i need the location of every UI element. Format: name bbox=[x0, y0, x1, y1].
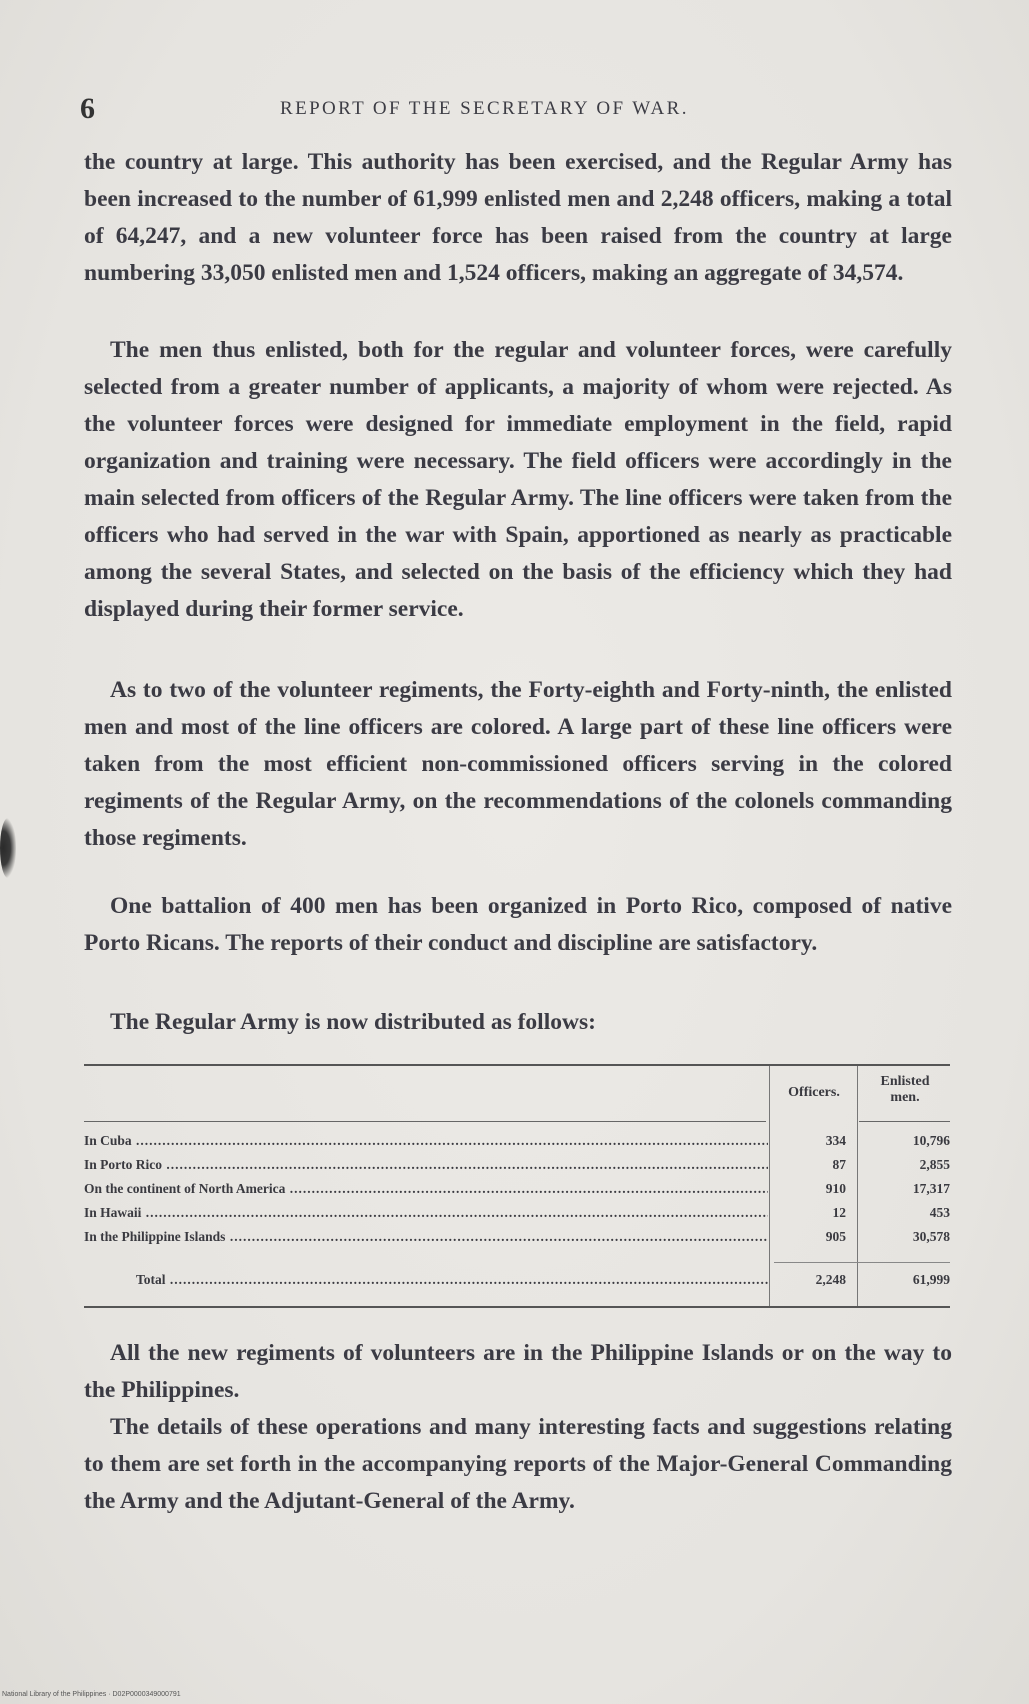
row-label: In Hawaii ..... bbox=[84, 1205, 768, 1221]
table-top-rule bbox=[84, 1064, 950, 1066]
paragraph-7: The details of these operations and many interesting facts and suggestions relating to them are set forth in the accompanying reports of the Major-General Commanding the Army and the Adjutant-General of the Army. bbox=[84, 1414, 952, 1514]
table-total-rule bbox=[774, 1262, 950, 1263]
row-officers: 905 bbox=[825, 1229, 846, 1244]
table-row bbox=[84, 1157, 950, 1179]
paragraph-3: As to two of the volunteer regiments, the Forty-eighth and Forty-ninth, the enlisted men and most of the line officers are colored. A large part of these line officers were taken from the most efficient non-commissioned officers serving in the colored regiments of the Regular Army, on the recommendations of the colonels commanding those regiments. bbox=[84, 677, 952, 851]
row-label: In Porto Rico ..... bbox=[84, 1157, 768, 1173]
row-enlisted: 30,578 bbox=[912, 1229, 950, 1244]
paragraph-4: One battalion of 400 men has been organized in Porto Rico, composed of native Porto Ricans. The reports of their conduct and discipline are satisfactory. bbox=[84, 893, 952, 956]
row-label: In Cuba ..... bbox=[84, 1133, 768, 1149]
table-row bbox=[84, 1229, 950, 1251]
page-blemish bbox=[0, 818, 16, 878]
paragraph-2: The men thus enlisted, both for the regular and volunteer forces, were carefully selected from a greater number of applicants, a majority of whom were rejected. As the volunteer forces were designed for immediate employment in the field, rapid organization and training were necessary. The field officers were accordingly in the main selected from officers of the Regular Army. The line officers were taken from the officers who had served in the war with Spain, apportioned as nearly as practicable among the several States, and selected on the basis of the efficiency which they had displayed during their former service. bbox=[84, 337, 952, 622]
header-enlisted-line1: Enlisted bbox=[880, 1074, 930, 1089]
paragraph-6: All the new regiments of volunteers are in the Philippine Islands or on the way to the Philippines. bbox=[84, 1340, 952, 1403]
row-enlisted: 17,317 bbox=[912, 1181, 950, 1196]
running-head: REPORT OF THE SECRETARY OF WAR. bbox=[280, 98, 689, 119]
table-header-rule bbox=[84, 1121, 766, 1122]
row-officers: 334 bbox=[825, 1133, 846, 1148]
row-enlisted: 453 bbox=[929, 1205, 950, 1220]
row-enlisted: 2,855 bbox=[919, 1157, 950, 1172]
total-officers: 2,248 bbox=[815, 1272, 846, 1287]
scan-attribution: National Library of the Philippines · D02P0000349000791 bbox=[2, 1691, 181, 1698]
table-bottom-rule bbox=[84, 1306, 950, 1308]
table-row bbox=[84, 1181, 950, 1203]
page-number: 6 bbox=[80, 92, 95, 125]
total-label: Total ..... bbox=[136, 1272, 768, 1288]
row-enlisted: 10,796 bbox=[912, 1133, 950, 1148]
header-officers: Officers. bbox=[788, 1085, 840, 1100]
row-officers: 12 bbox=[832, 1205, 846, 1220]
header-enlisted-line2: men. bbox=[890, 1090, 920, 1105]
army-distribution-table bbox=[84, 1062, 952, 1312]
table-header-rule bbox=[859, 1121, 950, 1122]
paragraph-1: the country at large. This authority has been exercised, and the Regular Army has been increased to the number of 61,999 enlisted men and 2,248 officers, making a total of 64,247, and a new volunteer force has been raised from the country at large numbering 33,050 enlisted men and 1,524 officers, making an aggregate of 34,574. bbox=[84, 149, 952, 286]
paragraph-5: The Regular Army is now distributed as follows: bbox=[110, 1009, 596, 1035]
row-officers: 910 bbox=[825, 1181, 846, 1196]
page-header bbox=[80, 92, 952, 132]
row-officers: 87 bbox=[832, 1157, 846, 1172]
table-total-row bbox=[84, 1272, 950, 1294]
table-row bbox=[84, 1133, 950, 1155]
row-label: In the Philippine Islands ..... bbox=[84, 1229, 768, 1245]
table-row bbox=[84, 1205, 950, 1227]
row-label: On the continent of North America ..... bbox=[84, 1181, 768, 1197]
header-enlisted bbox=[860, 1074, 950, 1106]
total-enlisted: 61,999 bbox=[912, 1272, 950, 1287]
